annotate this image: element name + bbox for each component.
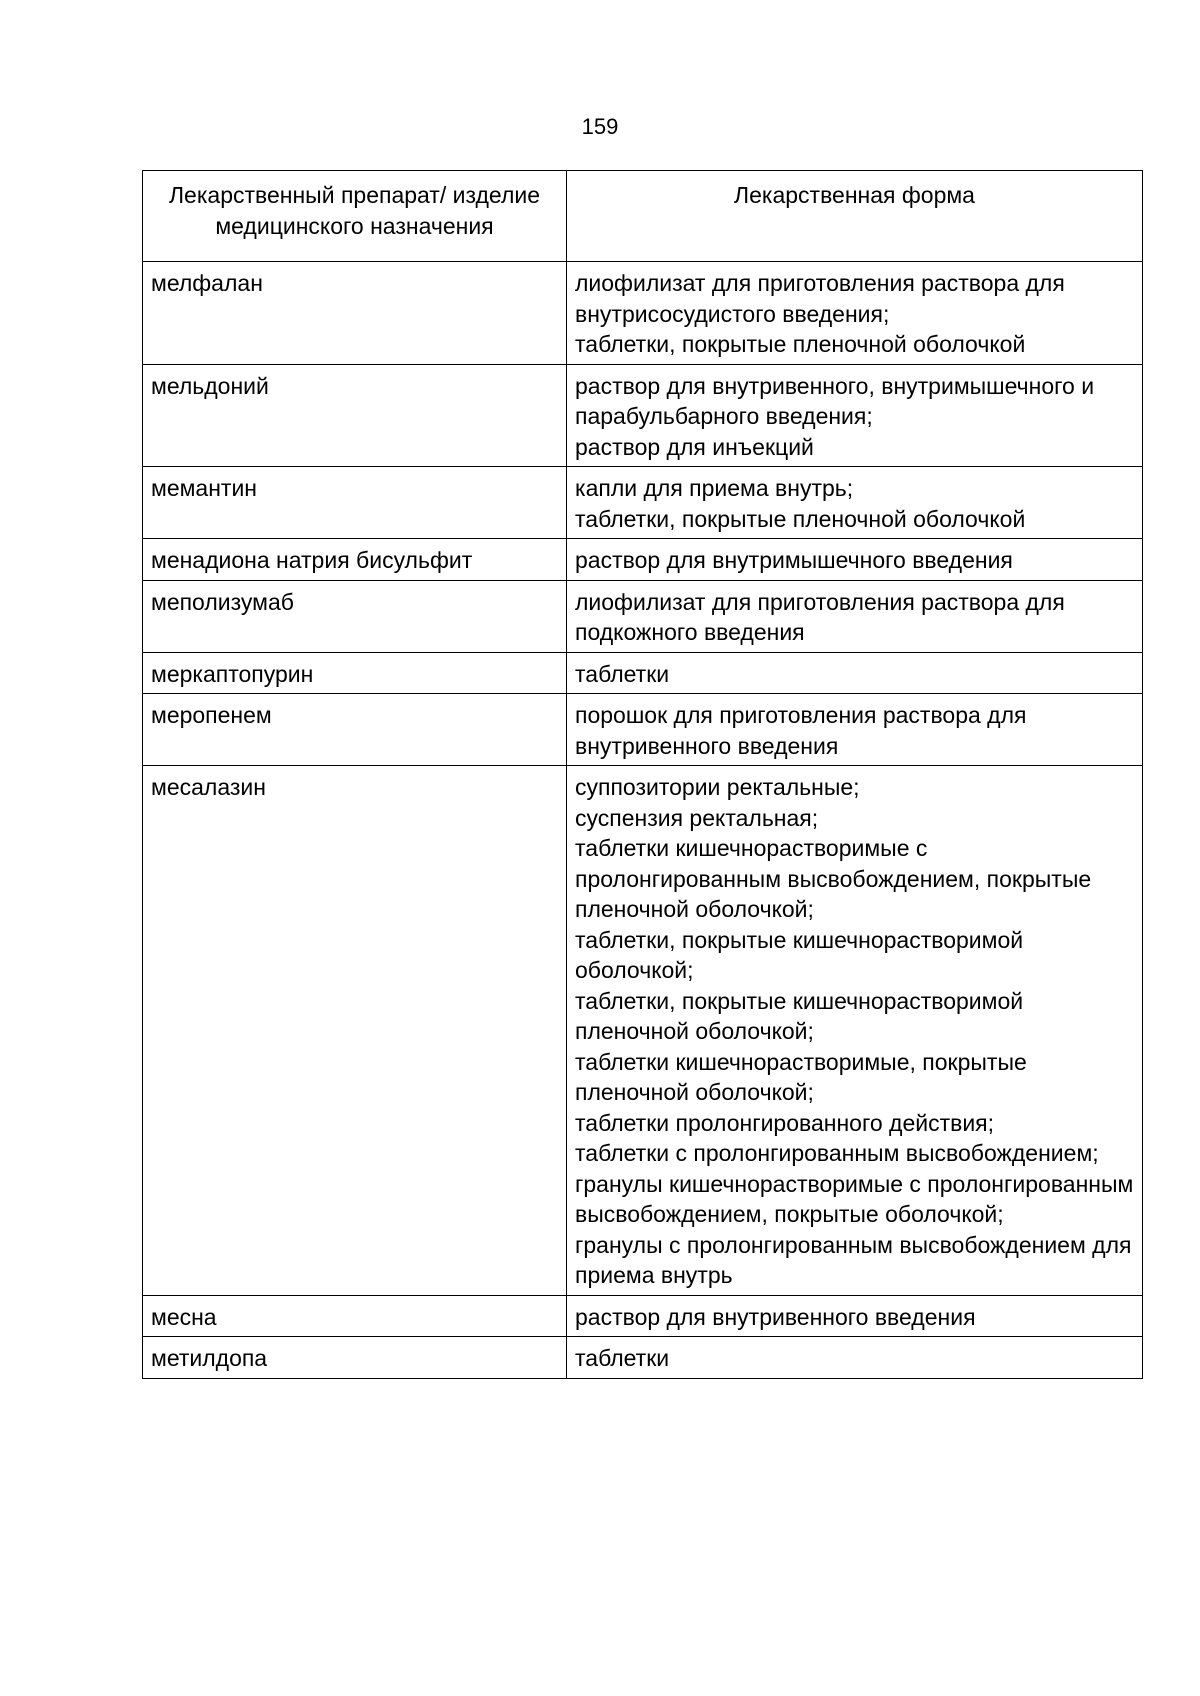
form-item: порошок для приготовления раствора для внутривенного введения [575,702,1027,759]
form-item: таблетки, покрытые пленочной оболочкой [575,331,1026,357]
form-item: таблетки с пролонгированным высвобождением; [575,1140,1099,1166]
form-item: таблетки кишечнорастворимые, покрытые пленочной оболочкой; [575,1048,1027,1105]
form-item: раствор для внутривенного, внутримышечного и парабульбарного введения; [575,372,1095,429]
form-item: таблетки пролонгированного действия; [575,1109,995,1136]
form-item: таблетки, покрытые пленочной оболочкой [575,505,1026,532]
table-row [143,364,1143,467]
table-row [143,262,1143,365]
drug-name: мелфалан [143,262,567,365]
table-row [143,539,1143,581]
form-item: суспензия ректальная; [575,804,819,831]
form-item: капли для приема внутрь; [575,475,854,501]
form-item: таблетки [575,660,670,687]
form-item: таблетки, покрытые кишечнорастворимой пленочной оболочкой; [575,987,1024,1044]
table-header [143,171,1143,262]
drug-forms [567,1295,1143,1337]
table-row [143,467,1143,539]
table-row [143,766,1143,1296]
header-drug: Лекарственный препарат/ изделие медицинского назначения [143,171,567,262]
form-item: раствор для инъекций [575,433,814,460]
drug-forms [567,262,1143,365]
drug-name: месалазин [143,766,567,1296]
drug-forms [567,694,1143,766]
drug-name: месна [143,1295,567,1337]
table-row [143,1337,1143,1379]
drug-forms [567,1337,1143,1379]
drug-name: метилдопа [143,1337,567,1379]
drug-forms [567,364,1143,467]
header-form: Лекарственная форма [567,171,1143,262]
drug-name: мемантин [143,467,567,539]
table-row [143,652,1143,694]
form-item: гранулы кишечнорастворимые с пролонгированным высвобождением, покрытые оболочкой; [575,1170,1134,1227]
drug-name: меполизумаб [143,580,567,652]
drug-name: меропенем [143,694,567,766]
form-item: гранулы с пролонгированным высвобождением для приема внутрь [575,1231,1132,1288]
page-number: 159 [581,114,619,139]
form-item: суппозитории ректальные; [575,774,860,800]
table-row [143,580,1143,652]
form-item: таблетки [575,1345,670,1371]
table-row [143,1295,1143,1337]
form-item: лиофилизат для приготовления раствора для внутрисосудистого введения; [575,270,1065,327]
drug-forms-table [142,170,1143,1379]
drug-forms [567,467,1143,539]
drug-forms [567,580,1143,652]
drug-name: мельдоний [143,364,567,467]
drug-forms [567,652,1143,694]
form-item: раствор для внутривенного введения [575,1303,976,1330]
drug-name: менадиона натрия бисульфит [143,539,567,581]
drug-forms [567,766,1143,1296]
table-body [143,262,1143,1379]
table-row [143,694,1143,766]
form-item: раствор для внутримышечного введения [575,547,1013,573]
table-header-row [143,171,1143,262]
form-item: лиофилизат для приготовления раствора для подкожного введения [575,588,1065,645]
form-item: таблетки кишечнорастворимые с пролонгированным высвобождением, покрытые пленочной оболочкой; [575,835,1092,922]
drug-forms [567,539,1143,581]
drug-name: меркаптопурин [143,652,567,694]
form-item: таблетки, покрытые кишечнорастворимой оболочкой; [575,926,1024,983]
